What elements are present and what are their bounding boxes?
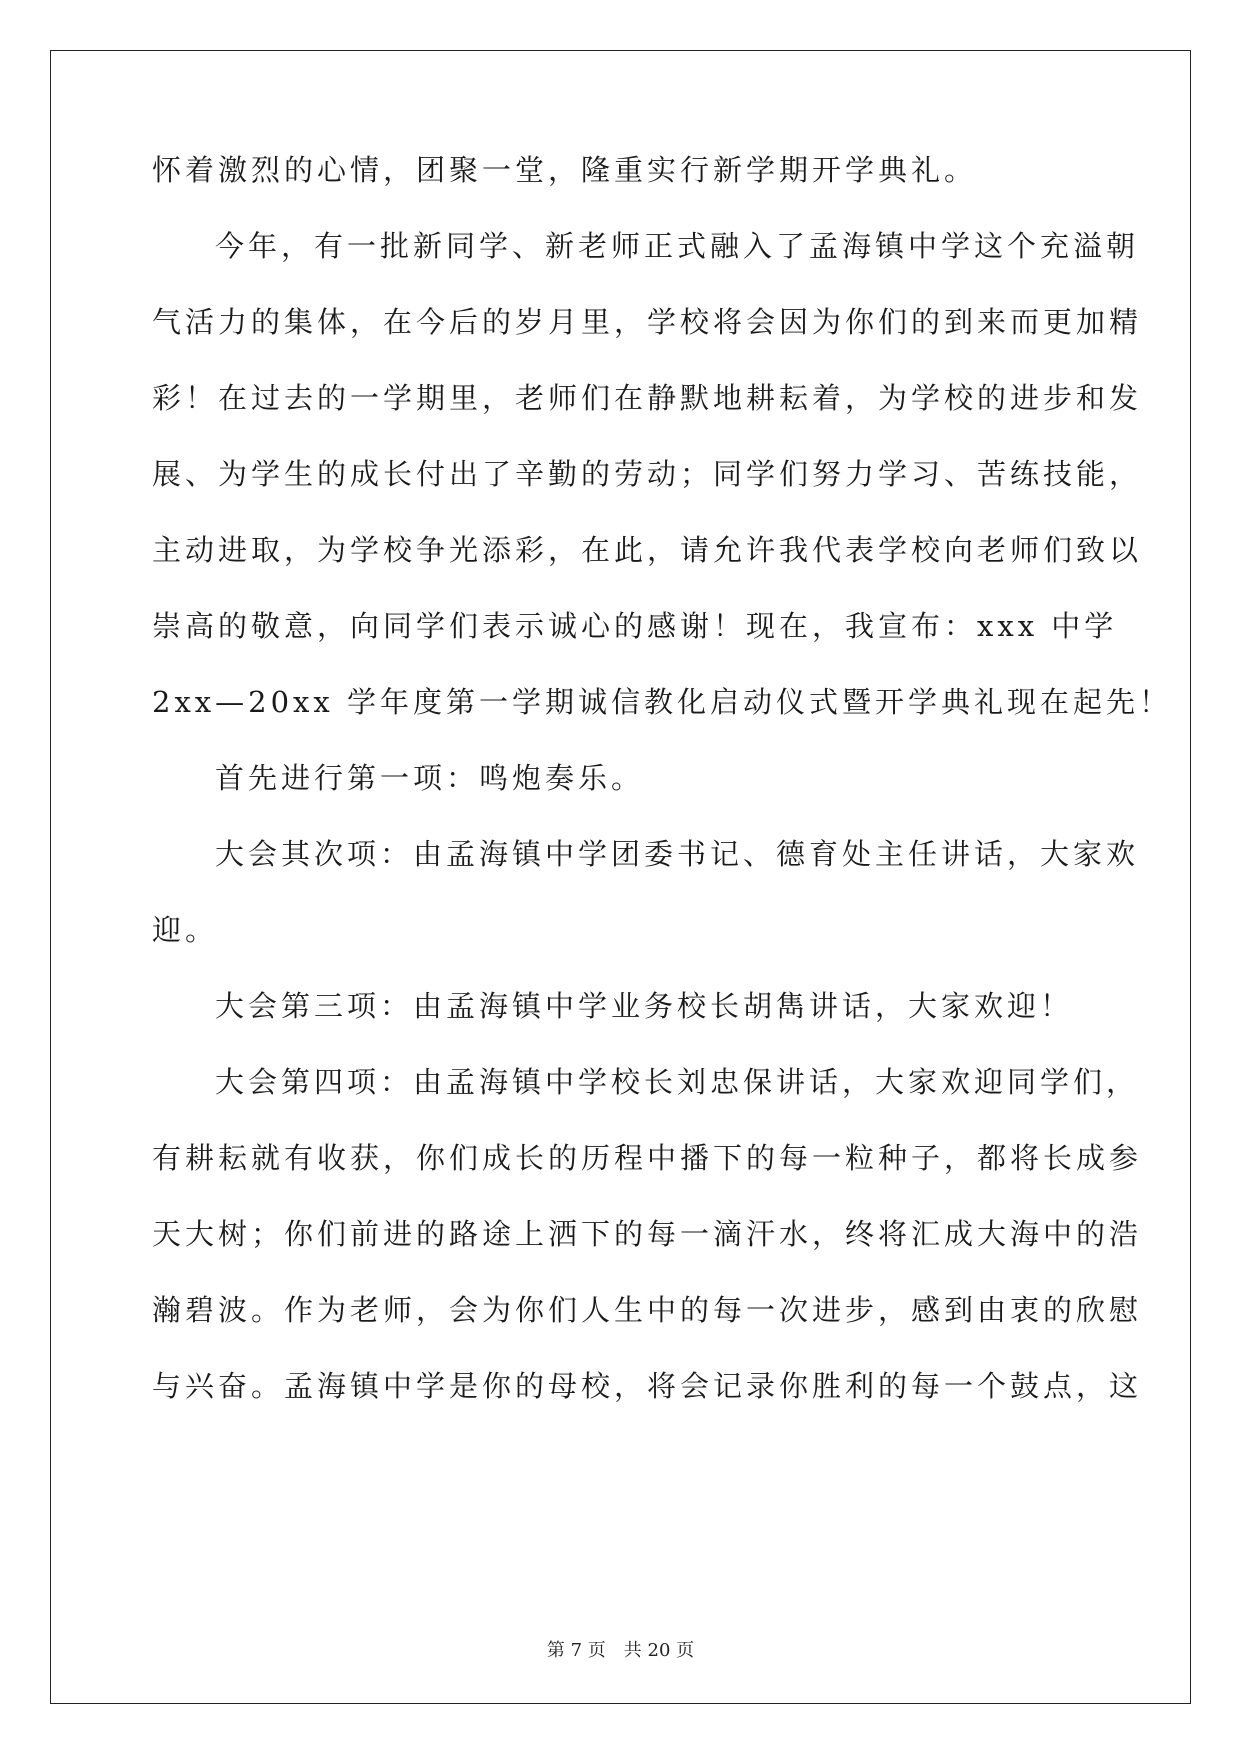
page-border xyxy=(50,50,1191,1704)
text-line: 气活力的集体，在今后的岁月里，学校将会因为你们的到来而更加精 xyxy=(152,305,1143,339)
page-number: 第 7 页 xyxy=(546,1640,606,1661)
text-line: 主动进取，为学校争光添彩，在此，请允许我代表学校向老师们致以 xyxy=(152,533,1143,567)
text-line: 迎。 xyxy=(152,913,219,947)
text-line: 瀚碧波。作为老师，会为你们人生中的每一次进步，感到由衷的欣慰 xyxy=(152,1293,1143,1327)
text-line: 2xx—20xx 学年度第一学期诚信教化启动仪式暨开学典礼现在起先！ xyxy=(152,685,1172,719)
text-line: 大会第四项：由孟海镇中学校长刘忠保讲话，大家欢迎同学们， xyxy=(215,1065,1140,1099)
text-line: 崇高的敬意，向同学们表示诚心的感谢！现在，我宣布：xxx 中学 xyxy=(152,609,1118,643)
text-line: 与兴奋。孟海镇中学是你的母校，将会记录你胜利的每一个鼓点，这 xyxy=(152,1369,1143,1403)
text-line: 天大树；你们前进的路途上洒下的每一滴汗水，终将汇成大海中的浩 xyxy=(152,1217,1143,1251)
text-line: 首先进行第一项：鸣炮奏乐。 xyxy=(215,761,645,795)
text-line: 今年，有一批新同学、新老师正式融入了孟海镇中学这个充溢朝 xyxy=(215,229,1140,263)
text-line: 彩！在过去的一学期里，老师们在静默地耕耘着，为学校的进步和发 xyxy=(152,381,1143,415)
text-line: 展、为学生的成长付出了辛勤的劳动；同学们努力学习、苦练技能， xyxy=(152,457,1143,491)
text-line: 怀着激烈的心情，团聚一堂，隆重实行新学期开学典礼。 xyxy=(152,153,978,187)
text-line: 大会第三项：由孟海镇中学业务校长胡雋讲话，大家欢迎！ xyxy=(215,989,1074,1023)
text-line: 有耕耘就有收获，你们成长的历程中播下的每一粒种子，都将长成参 xyxy=(152,1141,1143,1175)
page-footer xyxy=(0,1636,1241,1662)
text-line: 大会其次项：由孟海镇中学团委书记、德育处主任讲话，大家欢 xyxy=(215,837,1140,871)
page-total: 共 20 页 xyxy=(623,1640,695,1661)
